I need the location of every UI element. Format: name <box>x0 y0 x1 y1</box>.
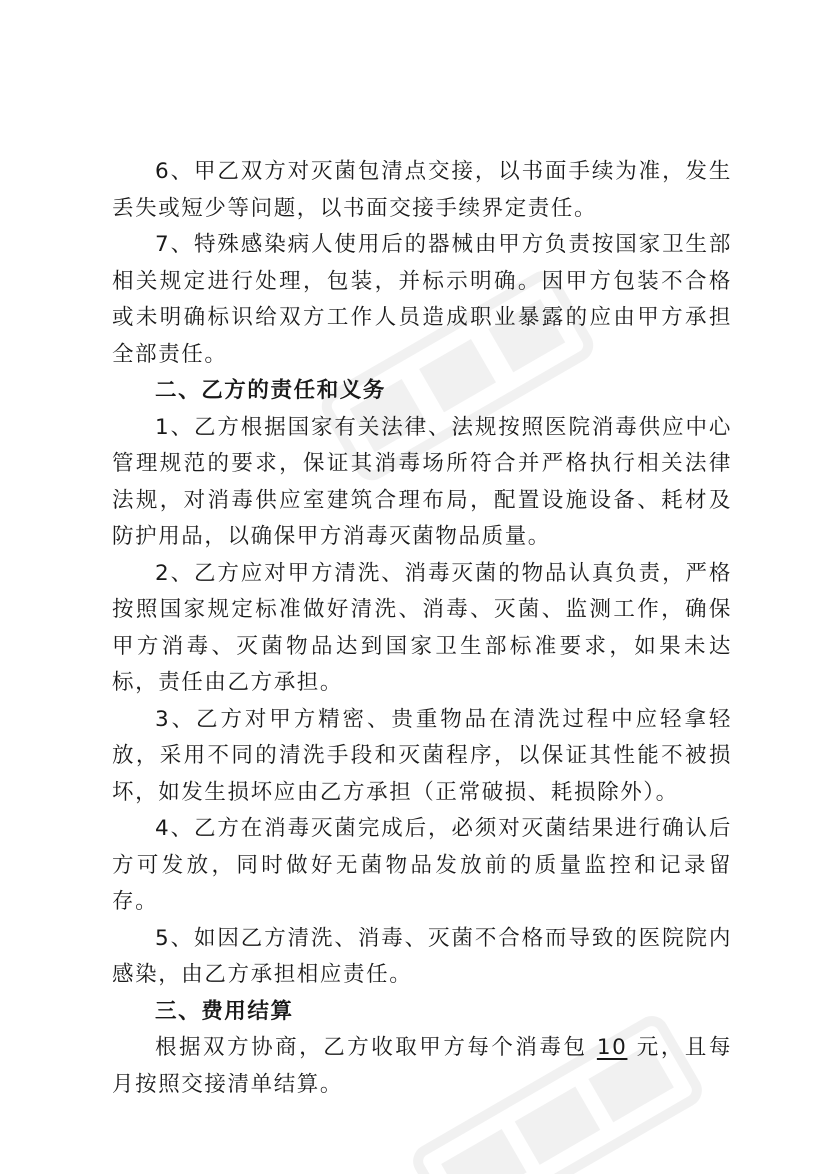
clause-a-7: 7、特殊感染病人使用后的器械由甲方负责按国家卫生部相关规定进行处理，包装，并标示明确。因甲方包装不合格或未明确标识给双方工作人员造成职业暴露的应由甲方承担全部责任。 <box>112 232 732 367</box>
clause-b-1: 1、乙方根据国家有关法律、法规按照医院消毒供应中心管理规范的要求，保证其消毒场所符合并严格执行相关法律法规，对消毒供应室建筑合理布局，配置设施设备、耗材及防护用品，以确保甲方消毒灭菌物品质量。 <box>112 414 732 549</box>
document-body <box>112 154 732 1103</box>
clause-b-5: 5、如因乙方清洗、消毒、灭菌不合格而导致的医院院内感染，由乙方承担相应责任。 <box>112 925 732 987</box>
settlement-paragraph <box>112 1030 732 1103</box>
settlement-amount: 10 <box>596 1035 628 1060</box>
clause-a-6: 6、甲乙双方对灭菌包清点交接，以书面手续为准，发生丢失或短少等问题，以书面交接手续界定责任。 <box>112 159 732 221</box>
settlement-text-before: 根据双方协商，乙方收取甲方每个消毒包 <box>155 1035 597 1060</box>
section-two-heading: 二、乙方的责任和义务 <box>155 378 387 403</box>
clause-b-3: 3、乙方对甲方精密、贵重物品在清洗过程中应轻拿轻放，采用不同的清洗手段和灭菌程序，以保证其性能不被损坏，如发生损坏应由乙方承担（正常破损、耗损除外）。 <box>112 706 732 805</box>
section-three-heading: 三、费用结算 <box>155 998 294 1024</box>
clause-b-2: 2、乙方应对甲方清洗、消毒灭菌的物品认真负责，严格按照国家规定标准做好清洗、消毒、灭菌、监测工作，确保甲方消毒、灭菌物品达到国家卫生部标准要求，如果未达标，责任由乙方承担。 <box>112 560 732 695</box>
settlement-text-after: 元，且每月按照交接清单结算。 <box>112 1035 732 1097</box>
clause-b-4: 4、乙方在消毒灭菌完成后，必须对灭菌结果进行确认后方可发放，同时做好无菌物品发放前的质量监控和记录留存。 <box>112 816 732 914</box>
